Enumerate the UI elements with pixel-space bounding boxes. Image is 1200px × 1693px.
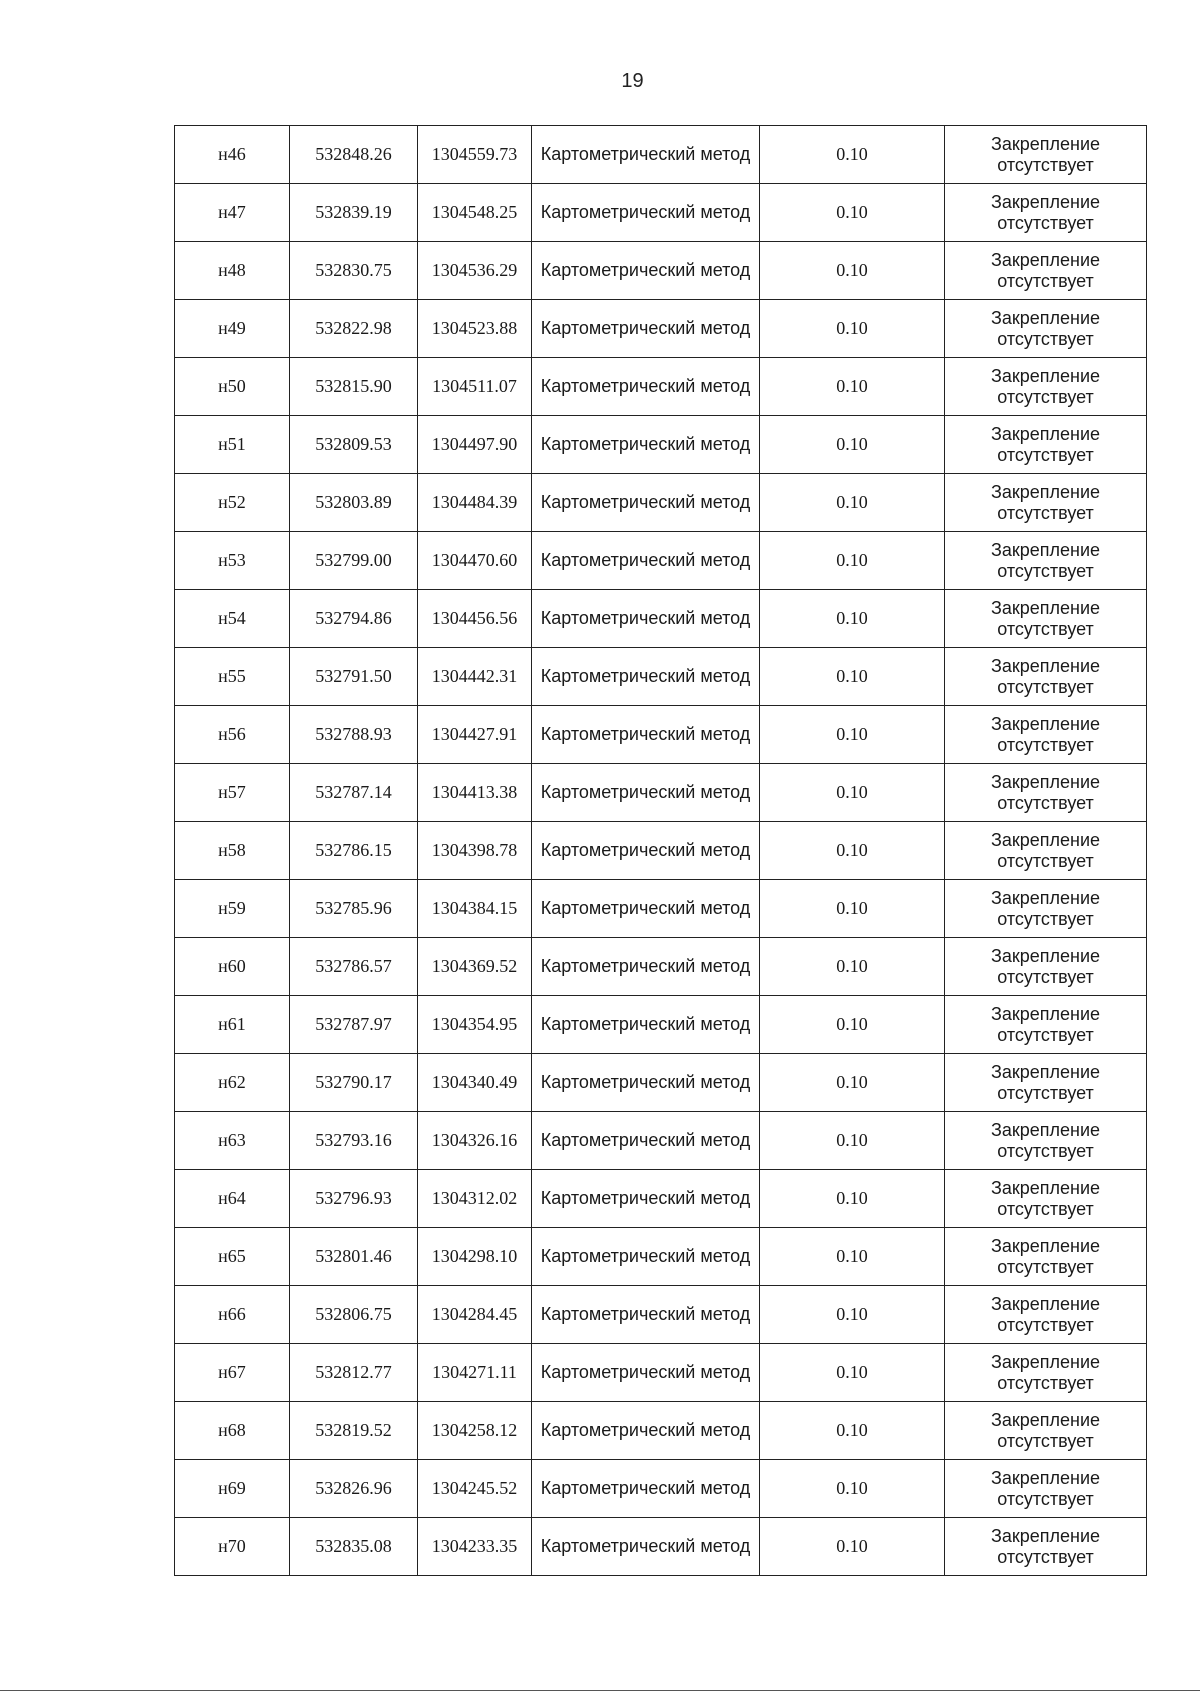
table-row xyxy=(175,184,1147,242)
fixation-cell xyxy=(945,1460,1147,1518)
method-cell: Картометрический метод xyxy=(532,996,760,1054)
x-coordinate-cell: 532788.93 xyxy=(290,706,418,764)
point-id-cell: н70 xyxy=(175,1518,290,1576)
accuracy-cell: 0.10 xyxy=(760,1460,945,1518)
table-row xyxy=(175,764,1147,822)
fixation-text: отсутствует xyxy=(997,154,1094,175)
fixation-text: отсутствует xyxy=(997,1198,1094,1219)
method-cell: Картометрический метод xyxy=(532,532,760,590)
fixation-text: Закрепление xyxy=(990,539,1101,560)
y-coordinate-cell: 1304354.95 xyxy=(418,996,532,1054)
method-cell: Картометрический метод xyxy=(532,242,760,300)
table-row xyxy=(175,1402,1147,1460)
x-coordinate-cell: 532790.17 xyxy=(290,1054,418,1112)
point-id-cell: н46 xyxy=(175,126,290,184)
table-row xyxy=(175,590,1147,648)
fixation-cell xyxy=(945,938,1147,996)
point-id-cell: н59 xyxy=(175,880,290,938)
method-cell: Картометрический метод xyxy=(532,648,760,706)
fixation-text: отсутствует xyxy=(997,618,1094,639)
fixation-text: отсутствует xyxy=(997,560,1094,581)
x-coordinate-cell: 532801.46 xyxy=(290,1228,418,1286)
accuracy-cell: 0.10 xyxy=(760,764,945,822)
fixation-text: отсутствует xyxy=(997,444,1094,465)
fixation-cell xyxy=(945,358,1147,416)
y-coordinate-cell: 1304470.60 xyxy=(418,532,532,590)
point-id-cell: н64 xyxy=(175,1170,290,1228)
y-coordinate-cell: 1304326.16 xyxy=(418,1112,532,1170)
fixation-text: Закрепление xyxy=(990,1525,1101,1546)
fixation-cell xyxy=(945,1228,1147,1286)
fixation-text: Закрепление xyxy=(990,1003,1101,1024)
table-row xyxy=(175,532,1147,590)
fixation-cell xyxy=(945,1286,1147,1344)
x-coordinate-cell: 532785.96 xyxy=(290,880,418,938)
point-id-cell: н49 xyxy=(175,300,290,358)
y-coordinate-cell: 1304536.29 xyxy=(418,242,532,300)
y-coordinate-cell: 1304258.12 xyxy=(418,1402,532,1460)
fixation-cell xyxy=(945,532,1147,590)
accuracy-cell: 0.10 xyxy=(760,474,945,532)
accuracy-cell: 0.10 xyxy=(760,590,945,648)
y-coordinate-cell: 1304484.39 xyxy=(418,474,532,532)
point-id-cell: н61 xyxy=(175,996,290,1054)
fixation-cell xyxy=(945,184,1147,242)
method-cell: Картометрический метод xyxy=(532,1228,760,1286)
fixation-text: отсутствует xyxy=(997,966,1094,987)
x-coordinate-cell: 532791.50 xyxy=(290,648,418,706)
fixation-text: отсутствует xyxy=(997,908,1094,929)
table-row xyxy=(175,1460,1147,1518)
method-cell: Картометрический метод xyxy=(532,358,760,416)
fixation-text: Закрепление xyxy=(990,887,1101,908)
fixation-text: Закрепление xyxy=(990,1409,1101,1430)
y-coordinate-cell: 1304369.52 xyxy=(418,938,532,996)
table-row xyxy=(175,126,1147,184)
x-coordinate-cell: 532786.15 xyxy=(290,822,418,880)
fixation-text: отсутствует xyxy=(997,270,1094,291)
y-coordinate-cell: 1304511.07 xyxy=(418,358,532,416)
table-row xyxy=(175,1112,1147,1170)
method-cell: Картометрический метод xyxy=(532,1402,760,1460)
page-bottom-rule xyxy=(0,1690,1200,1691)
fixation-cell xyxy=(945,822,1147,880)
method-cell: Картометрический метод xyxy=(532,880,760,938)
point-id-cell: н52 xyxy=(175,474,290,532)
fixation-text: Закрепление xyxy=(990,1177,1101,1198)
method-cell: Картометрический метод xyxy=(532,1518,760,1576)
fixation-text: отсутствует xyxy=(997,502,1094,523)
fixation-cell xyxy=(945,1344,1147,1402)
fixation-text: отсутствует xyxy=(997,792,1094,813)
fixation-cell xyxy=(945,706,1147,764)
accuracy-cell: 0.10 xyxy=(760,1518,945,1576)
x-coordinate-cell: 532819.52 xyxy=(290,1402,418,1460)
y-coordinate-cell: 1304284.45 xyxy=(418,1286,532,1344)
x-coordinate-cell: 532794.86 xyxy=(290,590,418,648)
fixation-text: отсутствует xyxy=(997,386,1094,407)
fixation-text: отсутствует xyxy=(997,1430,1094,1451)
table-row xyxy=(175,416,1147,474)
point-id-cell: н57 xyxy=(175,764,290,822)
fixation-text: отсутствует xyxy=(997,1140,1094,1161)
method-cell: Картометрический метод xyxy=(532,1054,760,1112)
accuracy-cell: 0.10 xyxy=(760,1228,945,1286)
fixation-text: Закрепление xyxy=(990,481,1101,502)
fixation-cell xyxy=(945,1054,1147,1112)
fixation-text: Закрепление xyxy=(990,597,1101,618)
accuracy-cell: 0.10 xyxy=(760,648,945,706)
table-row xyxy=(175,1170,1147,1228)
y-coordinate-cell: 1304497.90 xyxy=(418,416,532,474)
point-id-cell: н67 xyxy=(175,1344,290,1402)
method-cell: Картометрический метод xyxy=(532,1112,760,1170)
y-coordinate-cell: 1304413.38 xyxy=(418,764,532,822)
x-coordinate-cell: 532803.89 xyxy=(290,474,418,532)
table-row xyxy=(175,358,1147,416)
table-row xyxy=(175,1286,1147,1344)
table-row xyxy=(175,300,1147,358)
y-coordinate-cell: 1304523.88 xyxy=(418,300,532,358)
table-row xyxy=(175,1518,1147,1576)
fixation-cell xyxy=(945,764,1147,822)
x-coordinate-cell: 532787.14 xyxy=(290,764,418,822)
accuracy-cell: 0.10 xyxy=(760,184,945,242)
fixation-text: отсутствует xyxy=(997,328,1094,349)
accuracy-cell: 0.10 xyxy=(760,880,945,938)
fixation-text: Закрепление xyxy=(990,771,1101,792)
fixation-cell xyxy=(945,300,1147,358)
fixation-text: Закрепление xyxy=(990,307,1101,328)
table-row xyxy=(175,1344,1147,1402)
table-row xyxy=(175,880,1147,938)
y-coordinate-cell: 1304245.52 xyxy=(418,1460,532,1518)
point-id-cell: н58 xyxy=(175,822,290,880)
fixation-cell xyxy=(945,1402,1147,1460)
fixation-text: Закрепление xyxy=(990,1293,1101,1314)
x-coordinate-cell: 532786.57 xyxy=(290,938,418,996)
fixation-text: отсутствует xyxy=(997,1256,1094,1277)
method-cell: Картометрический метод xyxy=(532,1170,760,1228)
y-coordinate-cell: 1304398.78 xyxy=(418,822,532,880)
fixation-cell xyxy=(945,1112,1147,1170)
x-coordinate-cell: 532812.77 xyxy=(290,1344,418,1402)
accuracy-cell: 0.10 xyxy=(760,1170,945,1228)
point-id-cell: н55 xyxy=(175,648,290,706)
fixation-text: Закрепление xyxy=(990,1351,1101,1372)
point-id-cell: н53 xyxy=(175,532,290,590)
fixation-cell xyxy=(945,880,1147,938)
point-id-cell: н47 xyxy=(175,184,290,242)
table-row xyxy=(175,996,1147,1054)
method-cell: Картометрический метод xyxy=(532,764,760,822)
table-row xyxy=(175,648,1147,706)
y-coordinate-cell: 1304312.02 xyxy=(418,1170,532,1228)
fixation-cell xyxy=(945,242,1147,300)
x-coordinate-cell: 532787.97 xyxy=(290,996,418,1054)
fixation-text: отсутствует xyxy=(997,1314,1094,1335)
fixation-text: Закрепление xyxy=(990,1061,1101,1082)
fixation-text: Закрепление xyxy=(990,655,1101,676)
x-coordinate-cell: 532796.93 xyxy=(290,1170,418,1228)
fixation-text: отсутствует xyxy=(997,1082,1094,1103)
point-id-cell: н48 xyxy=(175,242,290,300)
y-coordinate-cell: 1304427.91 xyxy=(418,706,532,764)
x-coordinate-cell: 532806.75 xyxy=(290,1286,418,1344)
point-id-cell: н68 xyxy=(175,1402,290,1460)
fixation-cell xyxy=(945,590,1147,648)
fixation-text: Закрепление xyxy=(990,1235,1101,1256)
y-coordinate-cell: 1304442.31 xyxy=(418,648,532,706)
point-id-cell: н65 xyxy=(175,1228,290,1286)
point-id-cell: н56 xyxy=(175,706,290,764)
fixation-cell xyxy=(945,474,1147,532)
point-id-cell: н62 xyxy=(175,1054,290,1112)
y-coordinate-cell: 1304456.56 xyxy=(418,590,532,648)
x-coordinate-cell: 532848.26 xyxy=(290,126,418,184)
accuracy-cell: 0.10 xyxy=(760,242,945,300)
fixation-text: отсутствует xyxy=(997,850,1094,871)
table-body xyxy=(175,126,1147,1576)
table-row xyxy=(175,1054,1147,1112)
point-id-cell: н69 xyxy=(175,1460,290,1518)
method-cell: Картометрический метод xyxy=(532,706,760,764)
x-coordinate-cell: 532799.00 xyxy=(290,532,418,590)
fixation-text: Закрепление xyxy=(990,365,1101,386)
y-coordinate-cell: 1304559.73 xyxy=(418,126,532,184)
x-coordinate-cell: 532793.16 xyxy=(290,1112,418,1170)
point-id-cell: н54 xyxy=(175,590,290,648)
fixation-text: Закрепление xyxy=(990,133,1101,154)
x-coordinate-cell: 532835.08 xyxy=(290,1518,418,1576)
fixation-text: Закрепление xyxy=(990,423,1101,444)
fixation-text: отсутствует xyxy=(997,1372,1094,1393)
x-coordinate-cell: 532839.19 xyxy=(290,184,418,242)
coordinates-table xyxy=(174,125,1147,1576)
fixation-text: Закрепление xyxy=(990,191,1101,212)
fixation-text: Закрепление xyxy=(990,945,1101,966)
y-coordinate-cell: 1304271.11 xyxy=(418,1344,532,1402)
fixation-text: отсутствует xyxy=(997,734,1094,755)
method-cell: Картометрический метод xyxy=(532,1460,760,1518)
fixation-cell xyxy=(945,996,1147,1054)
y-coordinate-cell: 1304298.10 xyxy=(418,1228,532,1286)
fixation-cell xyxy=(945,416,1147,474)
table-row xyxy=(175,938,1147,996)
fixation-text: отсутствует xyxy=(997,676,1094,697)
y-coordinate-cell: 1304340.49 xyxy=(418,1054,532,1112)
point-id-cell: н60 xyxy=(175,938,290,996)
accuracy-cell: 0.10 xyxy=(760,1112,945,1170)
point-id-cell: н63 xyxy=(175,1112,290,1170)
table-row xyxy=(175,242,1147,300)
accuracy-cell: 0.10 xyxy=(760,126,945,184)
method-cell: Картометрический метод xyxy=(532,1344,760,1402)
fixation-cell xyxy=(945,648,1147,706)
y-coordinate-cell: 1304384.15 xyxy=(418,880,532,938)
accuracy-cell: 0.10 xyxy=(760,1054,945,1112)
method-cell: Картометрический метод xyxy=(532,184,760,242)
x-coordinate-cell: 532830.75 xyxy=(290,242,418,300)
fixation-text: Закрепление xyxy=(990,1119,1101,1140)
accuracy-cell: 0.10 xyxy=(760,532,945,590)
table-row xyxy=(175,706,1147,764)
point-id-cell: н51 xyxy=(175,416,290,474)
method-cell: Картометрический метод xyxy=(532,474,760,532)
x-coordinate-cell: 532822.98 xyxy=(290,300,418,358)
table-row xyxy=(175,1228,1147,1286)
fixation-text: отсутствует xyxy=(997,212,1094,233)
accuracy-cell: 0.10 xyxy=(760,1286,945,1344)
fixation-cell xyxy=(945,1518,1147,1576)
fixation-text: отсутствует xyxy=(997,1546,1094,1567)
x-coordinate-cell: 532809.53 xyxy=(290,416,418,474)
accuracy-cell: 0.10 xyxy=(760,822,945,880)
method-cell: Картометрический метод xyxy=(532,416,760,474)
y-coordinate-cell: 1304233.35 xyxy=(418,1518,532,1576)
accuracy-cell: 0.10 xyxy=(760,416,945,474)
method-cell: Картометрический метод xyxy=(532,938,760,996)
accuracy-cell: 0.10 xyxy=(760,358,945,416)
fixation-text: отсутствует xyxy=(997,1488,1094,1509)
method-cell: Картометрический метод xyxy=(532,1286,760,1344)
table-row xyxy=(175,474,1147,532)
x-coordinate-cell: 532815.90 xyxy=(290,358,418,416)
accuracy-cell: 0.10 xyxy=(760,996,945,1054)
fixation-text: Закрепление xyxy=(990,829,1101,850)
table-row xyxy=(175,822,1147,880)
method-cell: Картометрический метод xyxy=(532,590,760,648)
fixation-text: Закрепление xyxy=(990,1467,1101,1488)
method-cell: Картометрический метод xyxy=(532,126,760,184)
fixation-cell xyxy=(945,126,1147,184)
method-cell: Картометрический метод xyxy=(532,822,760,880)
fixation-text: отсутствует xyxy=(997,1024,1094,1045)
point-id-cell: н66 xyxy=(175,1286,290,1344)
fixation-text: Закрепление xyxy=(990,249,1101,270)
point-id-cell: н50 xyxy=(175,358,290,416)
accuracy-cell: 0.10 xyxy=(760,938,945,996)
fixation-text: Закрепление xyxy=(990,713,1101,734)
x-coordinate-cell: 532826.96 xyxy=(290,1460,418,1518)
fixation-cell xyxy=(945,1170,1147,1228)
page-number: 19 xyxy=(621,70,644,92)
y-coordinate-cell: 1304548.25 xyxy=(418,184,532,242)
accuracy-cell: 0.10 xyxy=(760,1402,945,1460)
accuracy-cell: 0.10 xyxy=(760,300,945,358)
accuracy-cell: 0.10 xyxy=(760,706,945,764)
method-cell: Картометрический метод xyxy=(532,300,760,358)
accuracy-cell: 0.10 xyxy=(760,1344,945,1402)
